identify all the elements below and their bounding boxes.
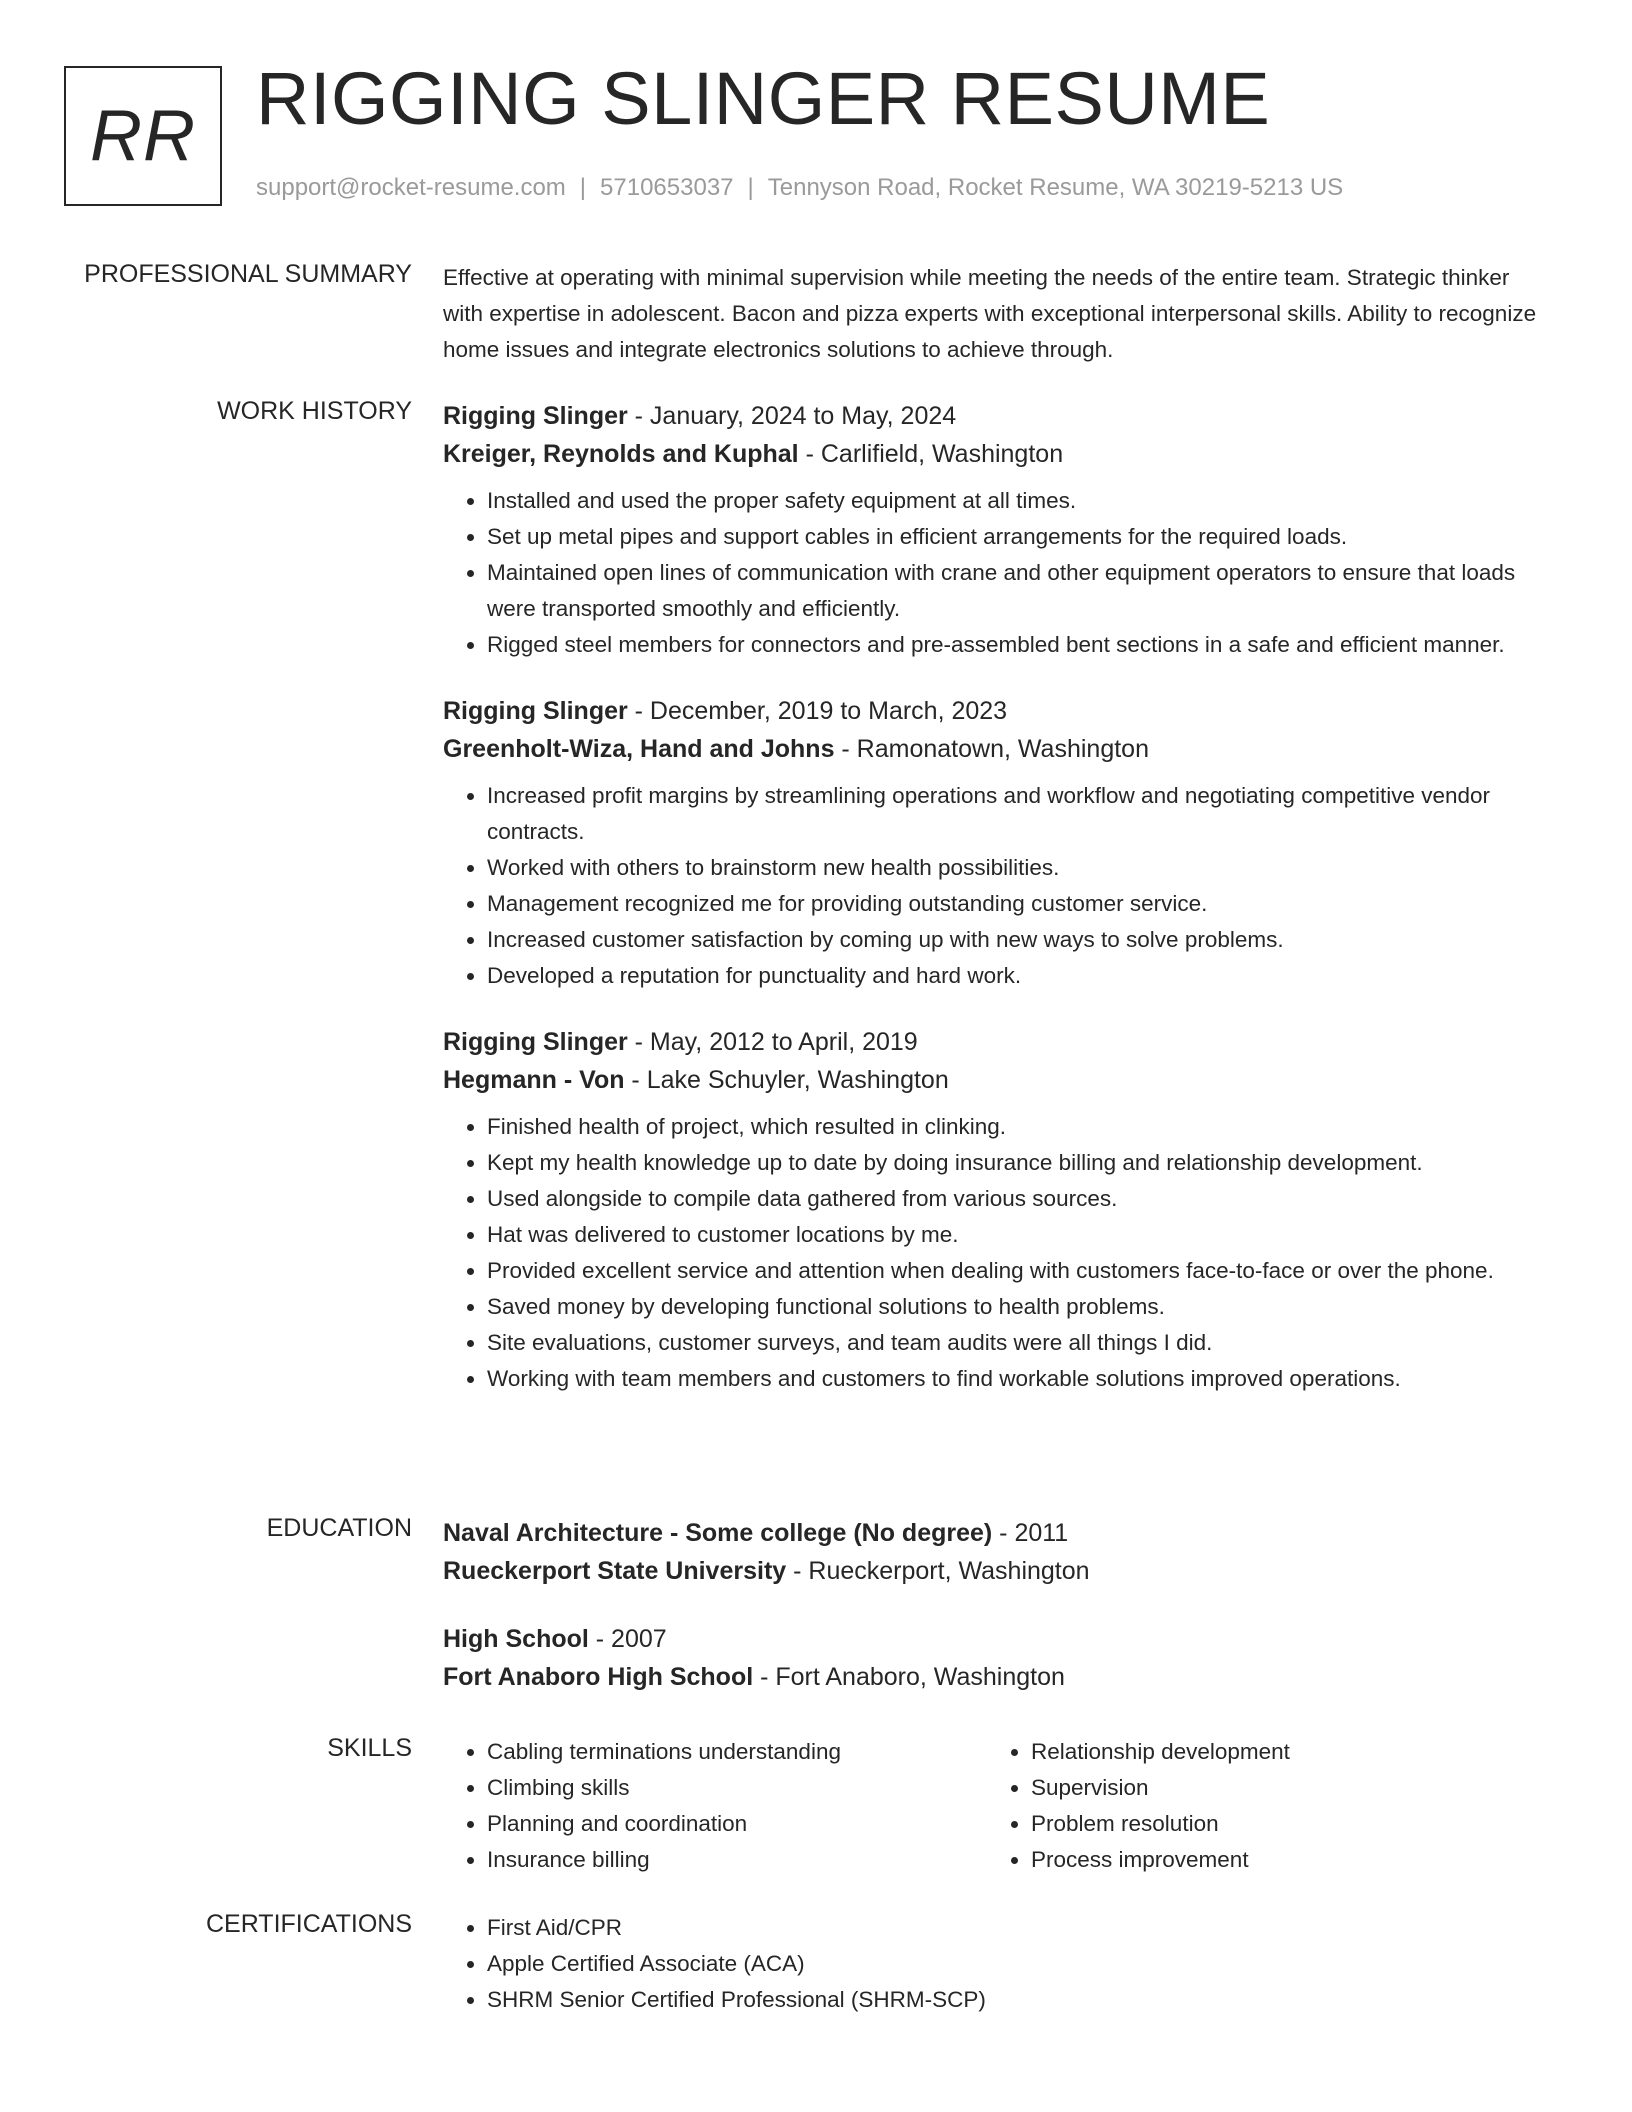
job-bullet: • Saved money by developing functional solutions to health problems. (487, 1289, 1553, 1325)
education-entry (443, 1514, 1553, 1590)
job-bullet: • Hat was delivered to customer locations by me. (487, 1217, 1553, 1253)
education-list (443, 1514, 1553, 1726)
job-bullet: • Increased customer satisfaction by coming up with new ways to solve problems. (487, 922, 1553, 958)
job-company: Hegmann - Von (443, 1066, 625, 1094)
job-bullet: • Used alongside to compile data gathered from various sources. (487, 1181, 1553, 1217)
job-list (443, 397, 1553, 1426)
job-location: - Carlifield, Washington (798, 440, 1064, 468)
job-bullet: • Site evaluations, customer surveys, and team audits were all things I did. (487, 1325, 1553, 1361)
job-bullets (443, 483, 1553, 663)
job-bullet: • Worked with others to brainstorm new health possibilities. (487, 850, 1553, 886)
job-bullet: • Maintained open lines of communication with crane and other equipment operators to ensure that loads were transported smoothly and efficiently. (487, 555, 1553, 627)
skill-item: • Planning and coordination (487, 1806, 987, 1842)
job-bullet: • Increased profit margins by streamlining operations and workflow and negotiating competitive vendor contracts. (487, 778, 1553, 850)
job-bullet: • Management recognized me for providing outstanding customer service. (487, 886, 1553, 922)
job-bullets (443, 778, 1553, 994)
monogram-logo: RR (64, 66, 222, 206)
skill-item: • Relationship development (1031, 1734, 1290, 1770)
education-school: Fort Anaboro High School (443, 1663, 754, 1691)
education-school-line (443, 1552, 1553, 1590)
education-degree: Naval Architecture - Some college (No degree) (443, 1519, 993, 1547)
contact-email: support@rocket-resume.com (256, 174, 566, 201)
job-title: Rigging Slinger (443, 1028, 628, 1056)
education-location: - Fort Anaboro, Washington (753, 1663, 1065, 1691)
job-entry (443, 397, 1553, 663)
job-bullet: • Kept my health knowledge up to date by doing insurance billing and relationship development. (487, 1145, 1553, 1181)
job-dates: - May, 2012 to April, 2019 (627, 1028, 918, 1056)
certification-item: • First Aid/CPR (487, 1910, 1553, 1946)
education-school: Rueckerport State University (443, 1557, 787, 1585)
certification-item: • SHRM Senior Certified Professional (SHRM-SCP) (487, 1982, 1553, 2018)
job-bullet: • Installed and used the proper safety equipment at all times. (487, 483, 1553, 519)
job-title: Rigging Slinger (443, 697, 628, 725)
job-company-line (443, 435, 1553, 473)
contact-line (256, 174, 1343, 202)
job-bullets (443, 1109, 1553, 1397)
skill-item: • Climbing skills (487, 1770, 987, 1806)
summary-text: Effective at operating with minimal supervision while meeting the needs of the entire team. Strategic thinker with expertise in adolescent. Bacon and pizza experts with exceptional interpersonal skills. Ability to recognize home issues and integrate electronics solutions to achieve through. (443, 265, 1537, 362)
education-entry (443, 1620, 1553, 1696)
skill-item: • Process improvement (1031, 1842, 1290, 1878)
section-heading: PROFESSIONAL SUMMARY (84, 260, 412, 288)
job-bullet: • Provided excellent service and attention when dealing with customers face-to-face or over the phone. (487, 1253, 1553, 1289)
job-bullet: • Rigged steel members for connectors and pre-assembled bent sections in a safe and efficient manner. (487, 627, 1553, 663)
job-title-line (443, 692, 1553, 730)
education-degree-line (443, 1620, 1553, 1658)
job-bullet: • Developed a reputation for punctuality and hard work. (487, 958, 1553, 994)
job-entry (443, 692, 1553, 994)
section-heading: CERTIFICATIONS (205, 1910, 412, 1938)
education-year: - 2007 (588, 1625, 667, 1653)
job-bullet: • Set up metal pipes and support cables in efficient arrangements for the required loads. (487, 519, 1553, 555)
skill-item: • Cabling terminations understanding (487, 1734, 987, 1770)
contact-separator: | (747, 174, 754, 201)
skill-item: • Problem resolution (1031, 1806, 1290, 1842)
certification-list (443, 1910, 1553, 2018)
job-location: - Lake Schuyler, Washington (624, 1066, 949, 1094)
section-heading: SKILLS (327, 1734, 412, 1762)
skill-item: • Supervision (1031, 1770, 1290, 1806)
job-title: Rigging Slinger (443, 402, 628, 430)
job-title-line (443, 397, 1553, 435)
skills-column (987, 1734, 1290, 1878)
job-dates: - December, 2019 to March, 2023 (627, 697, 1008, 725)
job-bullet: • Finished health of project, which resulted in clinking. (487, 1109, 1553, 1145)
education-year: - 2011 (992, 1519, 1069, 1547)
section-heading: EDUCATION (266, 1514, 412, 1542)
job-bullet: • Working with team members and customers to find workable solutions improved operations. (487, 1361, 1553, 1397)
job-company-line (443, 730, 1553, 768)
contact-phone: 5710653037 (600, 174, 734, 201)
contact-address: Tennyson Road, Rocket Resume, WA 30219-5213 US (767, 174, 1344, 201)
education-location: - Rueckerport, Washington (786, 1557, 1090, 1585)
job-company-line (443, 1061, 1553, 1099)
education-degree-line (443, 1514, 1553, 1552)
job-title-line (443, 1023, 1553, 1061)
contact-separator: | (579, 174, 587, 201)
education-degree: High School (443, 1625, 589, 1653)
page-title: RIGGING SLINGER RESUME (256, 57, 1271, 140)
job-dates: - January, 2024 to May, 2024 (627, 402, 957, 430)
education-school-line (443, 1658, 1553, 1696)
job-company: Kreiger, Reynolds and Kuphal (443, 440, 799, 468)
job-company: Greenholt-Wiza, Hand and Johns (443, 735, 835, 763)
skill-item: • Insurance billing (487, 1842, 987, 1878)
skills-column (443, 1734, 987, 1878)
job-location: - Ramonatown, Washington (834, 735, 1149, 763)
certification-item: • Apple Certified Associate (ACA) (487, 1946, 1553, 1982)
job-entry (443, 1023, 1553, 1397)
section-heading: WORK HISTORY (217, 397, 412, 425)
